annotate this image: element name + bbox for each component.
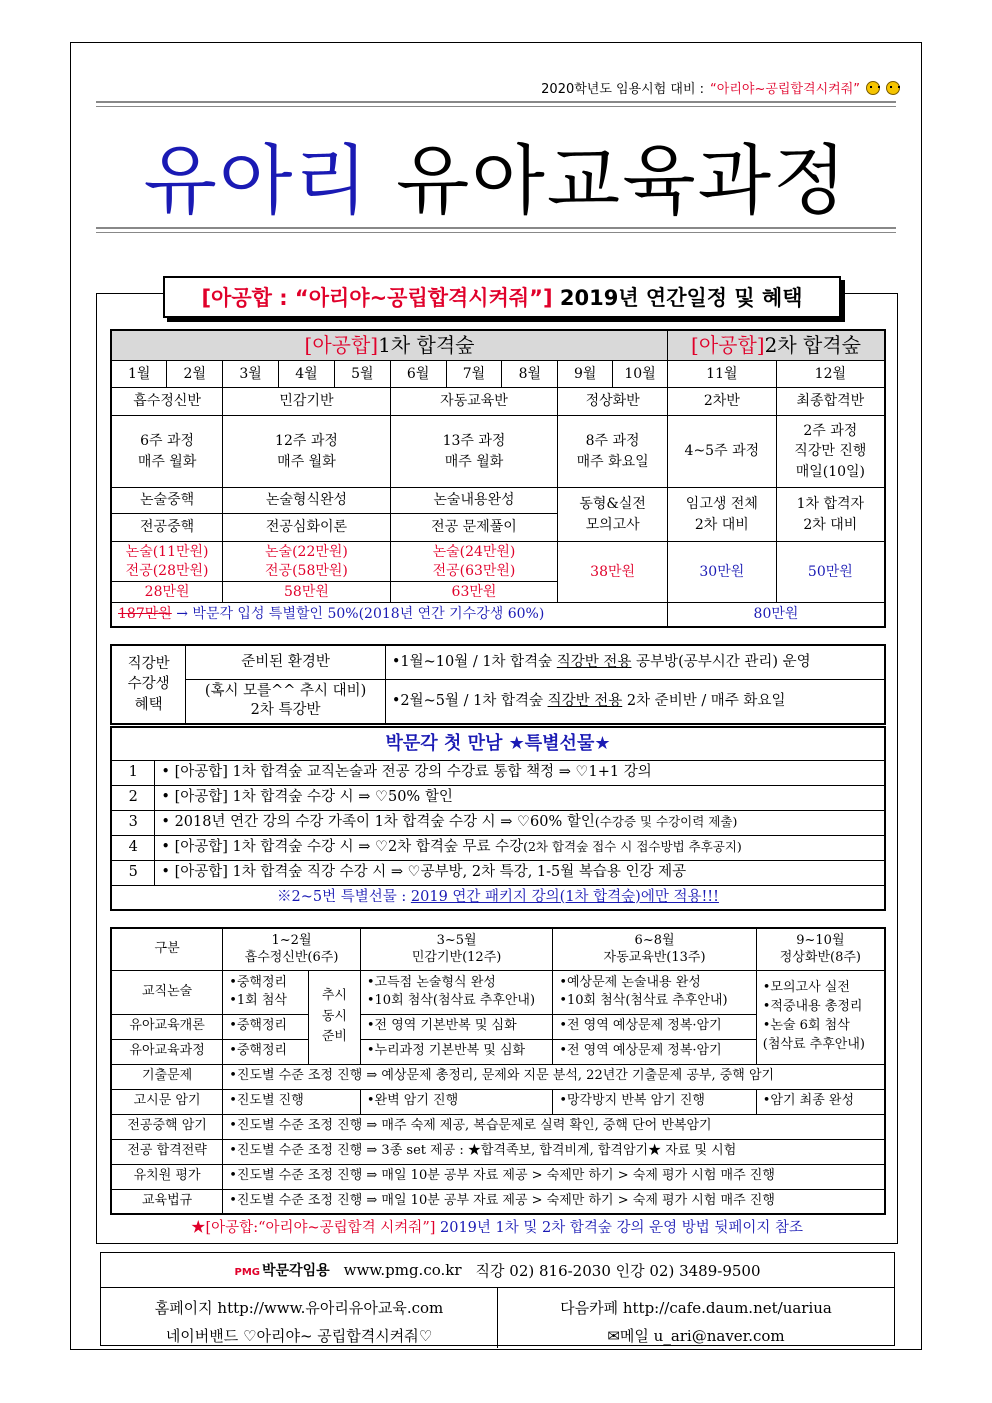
price-sum: 58만원	[223, 582, 391, 603]
line: 매일(10일)	[795, 463, 865, 480]
site-link[interactable]: www.pmg.co.kr	[343, 1261, 462, 1279]
page-title	[96, 120, 896, 229]
line: •예상문제 논술내용 완성	[559, 974, 701, 990]
price-sum: 28만원	[111, 582, 223, 603]
plan-cell	[756, 970, 885, 1064]
duration	[390, 416, 558, 488]
h1-text: 1차 합격숲	[378, 333, 475, 357]
t: (수강증 및 수강이력 제출)	[594, 813, 738, 829]
line: 12주 과정	[275, 433, 338, 450]
benefit-name	[186, 679, 386, 724]
line: 준비	[321, 1029, 347, 1045]
course: 전공중핵	[111, 514, 223, 542]
month: 8월	[502, 361, 558, 388]
smiley-icon	[886, 81, 900, 95]
line: 모의고사	[585, 516, 640, 533]
price	[223, 542, 391, 582]
plan-cell: •진도별 수준 조정 진행 ⇒ 3종 set 제공 : ★합격족보, 합격비계, 합격암기★ 자료 및 시험	[223, 1139, 885, 1164]
line: •논술 6회 첨삭	[762, 1018, 850, 1033]
line: 혜택	[134, 696, 163, 713]
gift-num: 5	[111, 860, 155, 885]
line: 전공(58만원)	[265, 562, 348, 579]
plan-cell	[553, 970, 756, 1014]
t: 공부방(공부시간 관리) 운영	[631, 653, 811, 670]
line: 매주 월화	[277, 453, 336, 470]
course: 전공심화이론	[223, 514, 391, 542]
plan-header	[553, 928, 756, 970]
pmg-logo	[235, 1260, 330, 1280]
class-name: 흡수정신반	[111, 388, 223, 416]
price: 50만원	[776, 542, 885, 603]
gift-num: 3	[111, 810, 155, 835]
plan-row-label: 기출문제	[111, 1064, 223, 1089]
course: 논술중핵	[111, 488, 223, 514]
line: 2차 대비	[694, 516, 749, 533]
footer-left	[101, 1288, 498, 1348]
t: •1월~10월 / 1차 합격숲	[391, 653, 557, 670]
class-name: 최종합격반	[776, 388, 885, 416]
cafe-link[interactable]: 다음카페 http://cafe.daum.net/uariua	[560, 1299, 832, 1317]
logo-mark: PMG	[234, 1267, 260, 1278]
duration	[111, 416, 223, 488]
footer-right	[498, 1288, 894, 1348]
line: (혹시 모를^^ 추시 대비)	[204, 682, 367, 699]
course: 전공 문제풀이	[390, 514, 558, 542]
price	[111, 542, 223, 582]
line: •1회 첨삭	[229, 993, 287, 1008]
plan-cell: •전 영역 예상문제 정복·암기	[553, 1039, 756, 1064]
gift-num: 2	[111, 785, 155, 810]
course: 논술형식완성	[223, 488, 391, 514]
gift-title: 박문각 첫 만남 ★특별선물★	[111, 727, 885, 760]
line: 1차 합격자	[796, 496, 865, 513]
plan-cell: •중핵정리	[223, 1039, 309, 1064]
month: 7월	[446, 361, 502, 388]
line: 동시	[321, 1008, 347, 1024]
line: 매주 월화	[137, 453, 197, 470]
gift-num: 1	[111, 760, 155, 785]
old-price: 187만원	[118, 606, 172, 623]
line: 2차 대비	[803, 516, 858, 533]
line: 흡수정신반(6주)	[244, 950, 339, 966]
plan-row-label: 전공 합격전략	[111, 1139, 223, 1164]
gift-item	[155, 785, 885, 810]
banner-black: 2019년 연간일정 및 혜택	[559, 286, 803, 310]
benefit-name: 준비된 환경반	[186, 645, 386, 679]
class-name: 정상화반	[558, 388, 668, 416]
plan-cell: •완벽 암기 진행	[360, 1089, 552, 1114]
plan-cell: •누리과정 기본반복 및 심화	[360, 1039, 552, 1064]
line: 4~5주 과정	[684, 443, 760, 460]
line: 1~2월	[271, 932, 312, 948]
plan-row-label: 교직논술	[111, 970, 223, 1014]
gift-item	[155, 860, 885, 885]
line: 추시	[321, 987, 347, 1003]
plan-header	[223, 928, 361, 970]
plan-header	[360, 928, 552, 970]
line: 논술(24만원)	[432, 544, 516, 561]
line: 직강반	[127, 656, 170, 673]
line: 8주 과정	[585, 433, 640, 450]
gift-num: 4	[111, 835, 155, 860]
class-name: 민감기반	[223, 388, 391, 416]
phone: 직강 02) 816-2030 인강 02) 3489-9500	[475, 1261, 761, 1280]
month: 6월	[390, 361, 446, 388]
line: 동형&실전	[579, 496, 646, 513]
month: 11월	[667, 361, 776, 388]
plan-cell: •전 영역 예상문제 정복·암기	[553, 1014, 756, 1039]
line: 전공(63만원)	[432, 562, 516, 579]
section-banner	[163, 276, 841, 318]
line: 9~10월	[796, 932, 845, 948]
line: 직강만 진행	[794, 443, 867, 460]
t: ※2~5번 특별선물 :	[277, 888, 411, 905]
t: • [아공합] 1차 합격숲 직강 수강 시 ⇒ ♡공부방, 2차 특강, 1-5월 복습용 인강 제공	[161, 863, 687, 880]
header-1st	[111, 330, 667, 361]
plan-header	[756, 928, 885, 970]
month: 12월	[776, 361, 885, 388]
price: 30만원	[667, 542, 776, 603]
month: 10월	[613, 361, 668, 388]
benefit-desc	[385, 679, 885, 724]
t: 2019년 1차 및 2차 합격숲 강의 운영 방법 뒷페이지 참조	[435, 1220, 803, 1236]
plan-cell	[360, 970, 552, 1014]
t: 직강반 전용	[547, 692, 623, 709]
benefit-table	[110, 644, 886, 725]
plan-cell	[223, 970, 309, 1014]
closing-note	[96, 1216, 898, 1237]
plan-row-label: 유아교육개론	[111, 1014, 223, 1039]
gift-item	[155, 810, 885, 835]
homepage-link[interactable]: 홈페이지 http://www.유아리유아교육.com	[154, 1299, 444, 1317]
line: 임고생 전체	[685, 496, 758, 513]
plan-cell: •진도별 진행	[223, 1089, 361, 1114]
h2-text: 2차 합격숲	[764, 333, 861, 357]
line: •고득점 논술형식 완성	[366, 974, 496, 990]
month: 9월	[558, 361, 613, 388]
divider	[96, 101, 896, 107]
line: (첨삭료 추후안내)	[762, 1036, 865, 1052]
footer-top	[101, 1253, 894, 1288]
plan-row-label: 전공중핵 암기	[111, 1114, 223, 1139]
line: 13주 과정	[442, 433, 506, 450]
plan-cell: •진도별 수준 조정 진행 ⇒ 예상문제 총정리, 문제와 지문 분석, 22년간 기출문제 공부, 중핵 암기	[223, 1064, 885, 1089]
course: 논술내용완성	[390, 488, 558, 514]
total-row	[111, 603, 667, 627]
line: 자동교육반(13주)	[603, 950, 706, 966]
schedule-table	[110, 329, 886, 628]
course	[558, 488, 668, 542]
month: 1월	[111, 361, 167, 388]
line: •10회 첨삭(첨삭료 추후안내)	[366, 993, 536, 1008]
total-2nd: 80만원	[667, 603, 885, 627]
plan-cell: •암기 최종 완성	[756, 1089, 885, 1114]
email-link[interactable]: ✉메일 u_ari@naver.com	[607, 1327, 785, 1345]
t: • [아공합] 1차 합격숲 교직논술과 전공 강의 수강료 통합 책정 ⇒ ♡1+1 강의	[161, 763, 652, 780]
plan-cell: •망각방지 반복 암기 진행	[553, 1089, 756, 1114]
month: 2월	[167, 361, 223, 388]
line: 전공(28만원)	[125, 562, 209, 579]
plan-header: 구분	[111, 928, 223, 970]
smiley-icon	[866, 81, 880, 95]
benefit-label	[111, 645, 186, 724]
t: ★[아공합:“아리야~공립합격 시켜줘”]	[191, 1220, 436, 1236]
line: 민감기반(12주)	[411, 950, 502, 966]
header-2nd	[667, 330, 885, 361]
line: 2차 특강반	[250, 702, 321, 719]
t: • [아공합] 1차 합격숲 수강 시 ⇒ ♡2차 합격숲 무료 수강	[161, 838, 524, 855]
line: 매주 화요일	[576, 453, 649, 470]
t: • 2018년 연간 강의 수강 가족이 1차 합격숲 수강 시 ⇒ ♡60% 할인	[161, 813, 595, 830]
course	[667, 488, 776, 542]
plan-row-label: 고시문 암기	[111, 1089, 223, 1114]
banner-red: [아공합 : “아리야~공립합격시켜줘”]	[201, 286, 553, 310]
topline-slogan: “아리야~공립합격시켜줘”	[710, 82, 860, 97]
line: 3~5월	[436, 932, 477, 948]
class-name: 2차반	[667, 388, 776, 416]
price: 38만원	[558, 542, 668, 603]
plan-cell: •중핵정리	[223, 1014, 309, 1039]
t: 2차 준비반 / 매주 화요일	[622, 692, 786, 709]
price	[390, 542, 558, 582]
plan-row-label: 유아교육과정	[111, 1039, 223, 1064]
band-link[interactable]: 네이버밴드 ♡아리야~ 공립합격시켜줘♡	[165, 1327, 433, 1345]
t: •2월~5월 / 1차 합격숲	[391, 692, 548, 709]
t: • [아공합] 1차 합격숲 수강 시 ⇒ ♡50% 할인	[161, 788, 453, 805]
plan-table	[110, 927, 886, 1215]
title-brand: 유아리	[143, 136, 370, 225]
title-main: 유아교육과정	[395, 136, 849, 225]
month: 4월	[279, 361, 335, 388]
course	[776, 488, 885, 542]
duration	[667, 416, 776, 488]
line: 논술(11만원)	[125, 544, 209, 561]
topline-prefix: 2020학년도 임용시험 대비 :	[541, 82, 705, 97]
footer-bottom	[101, 1288, 894, 1348]
gift-item	[155, 835, 885, 860]
topline	[541, 78, 900, 97]
h1-tag: [아공합]	[304, 333, 379, 357]
line: •10회 첨삭(첨삭료 추후안내)	[559, 993, 728, 1008]
line: 논술(22만원)	[265, 544, 348, 561]
plan-row-label: 유치원 평가	[111, 1164, 223, 1189]
benefit-desc	[385, 645, 885, 679]
class-name: 자동교육반	[390, 388, 558, 416]
month: 3월	[223, 361, 279, 388]
plan-cell: •전 영역 기본반복 및 심화	[360, 1014, 552, 1039]
duration	[558, 416, 668, 488]
line: 매주 월화	[444, 453, 504, 470]
t: 직강반 전용	[556, 653, 632, 670]
price-sum: 63만원	[390, 582, 558, 603]
duration	[776, 416, 885, 488]
line: 6~8월	[634, 932, 675, 948]
line: •중핵정리	[229, 974, 288, 990]
line: •모의고사 실전	[762, 980, 850, 996]
gift-item	[155, 760, 885, 785]
discount-note: → 박문각 입성 특별할인 50%(2018년 연간 기수강생 60%)	[176, 606, 545, 623]
gift-note	[111, 885, 885, 910]
t: 2019 연간 패키지 강의(1차 합격숲)에만 적용!!!	[410, 888, 719, 905]
gift-table	[110, 726, 886, 911]
footer	[100, 1252, 895, 1346]
plan-row-label: 교육법규	[111, 1189, 223, 1214]
h2-tag: [아공합]	[691, 333, 765, 357]
plan-side	[308, 970, 360, 1064]
divider	[96, 227, 896, 233]
line: 6주 과정	[140, 433, 195, 450]
line: 정상화반(8주)	[779, 950, 861, 966]
line: 수강생	[127, 676, 170, 693]
t: (2차 합격숲 접수 시 접수방법 추후공지)	[523, 838, 742, 854]
logo-text: 박문각임용	[262, 1263, 330, 1279]
plan-cell: •진도별 수준 조정 진행 ⇒ 매일 10분 공부 자료 제공 > 숙제만 하기 > 숙제 평가 시험 매주 진행	[223, 1164, 885, 1189]
duration	[223, 416, 391, 488]
plan-cell: •진도별 수준 조정 진행 ⇒ 매주 숙제 제공, 복습문제로 실력 확인, 중핵 단어 반복암기	[223, 1114, 885, 1139]
month: 5월	[334, 361, 390, 388]
line: •적중내용 총정리	[762, 999, 863, 1015]
plan-cell: •진도별 수준 조정 진행 ⇒ 매일 10분 공부 자료 제공 > 숙제만 하기 > 숙제 평가 시험 매주 진행	[223, 1189, 885, 1214]
line: 2주 과정	[803, 423, 858, 440]
